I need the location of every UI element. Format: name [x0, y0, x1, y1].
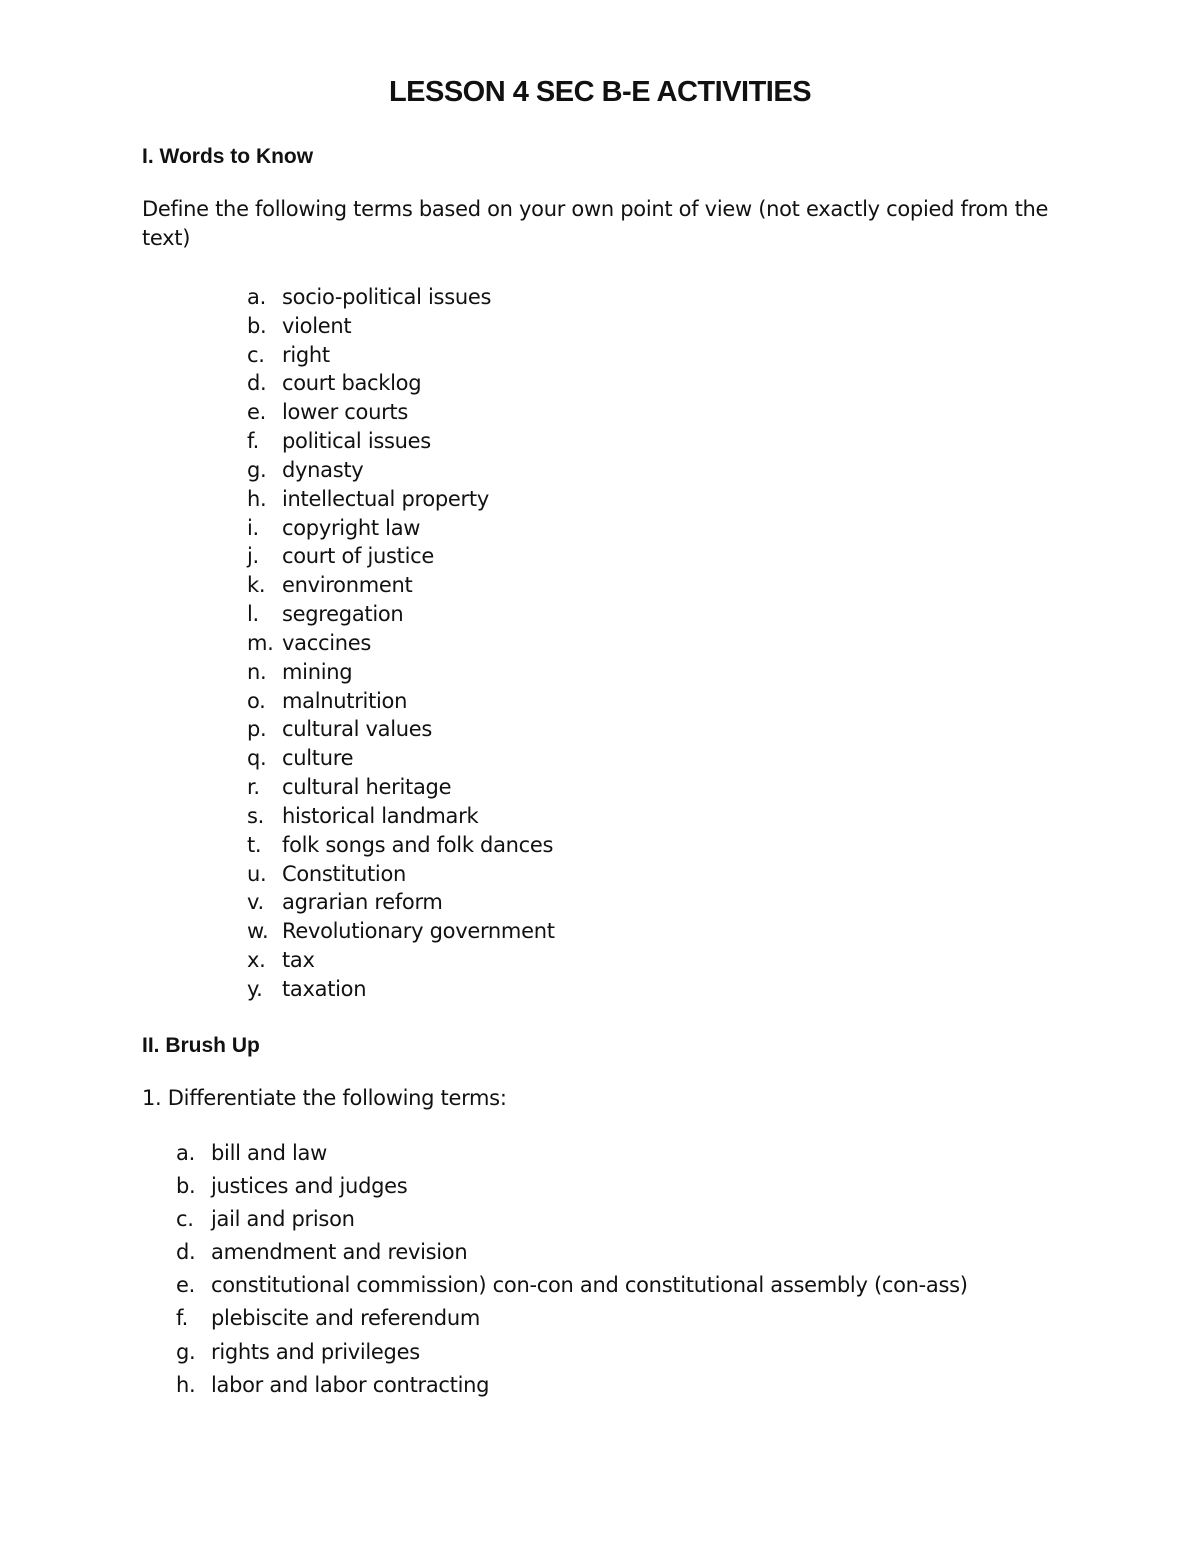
list-item-term: environment	[282, 573, 413, 598]
list-item-term: Constitution	[282, 861, 406, 886]
list-item-marker: n.	[247, 659, 267, 684]
list-item-marker: g.	[176, 1339, 196, 1364]
list-item-marker: x.	[247, 948, 266, 973]
list-item-marker: j.	[247, 544, 259, 569]
list-item-term: cultural values	[282, 717, 433, 742]
list-item-marker: m.	[247, 630, 274, 655]
list-item-term: Revolutionary government	[282, 919, 555, 944]
list-item-term: mining	[282, 659, 353, 684]
list-item-marker: f.	[176, 1306, 188, 1331]
list-item-term: violent	[282, 313, 352, 338]
page-title: LESSON 4 SEC B-E ACTIVITIES	[388, 76, 812, 108]
list-item-marker: d.	[247, 371, 267, 396]
list-item-term: lower courts	[282, 400, 408, 425]
list-item-marker: q.	[247, 746, 267, 771]
section-heading-words-to-know: I. Words to Know	[142, 145, 314, 168]
list-item-term: constitutional commission) con-con and constitutional assembly (con-ass)	[211, 1273, 968, 1298]
list-item-term: agrarian reform	[282, 890, 443, 915]
section-heading-brush-up: II. Brush Up	[142, 1034, 260, 1057]
list-item-marker: f.	[247, 429, 259, 454]
list-item-marker: e.	[176, 1273, 195, 1298]
list-item-term: dynasty	[282, 457, 364, 482]
list-item-marker: e.	[247, 400, 266, 425]
list-item-term: historical landmark	[282, 803, 479, 828]
list-item-term: court backlog	[282, 371, 422, 396]
list-item-marker: s.	[247, 803, 265, 828]
list-item-marker: b.	[176, 1174, 196, 1199]
list-item-term: tax	[282, 948, 315, 973]
list-item-marker: a.	[176, 1141, 195, 1165]
list-item-term: cultural heritage	[282, 775, 452, 800]
list-item-term: right	[282, 342, 330, 367]
list-item-marker: d.	[176, 1240, 196, 1265]
list-item-term: malnutrition	[282, 688, 408, 713]
list-item-marker: h.	[176, 1372, 196, 1397]
list-item-term: rights and privileges	[211, 1339, 420, 1364]
list-item-marker: c.	[176, 1207, 194, 1232]
list-item-marker: y.	[247, 976, 263, 1001]
list-item-marker: l.	[247, 602, 259, 627]
list-item-marker: u.	[247, 861, 267, 886]
list-item-term: bill and law	[211, 1141, 327, 1165]
list-item-marker: c.	[247, 342, 265, 367]
list-item-marker: w.	[247, 919, 269, 944]
list-item-term: court of justice	[282, 544, 434, 569]
list-item-marker: g.	[247, 457, 267, 482]
list-item-term: folk songs and folk dances	[282, 832, 554, 857]
list-item-term: political issues	[282, 429, 431, 454]
list-item-marker: r.	[247, 775, 260, 800]
list-item-term: justices and judges	[211, 1174, 408, 1199]
list-item-term: socio-political issues	[282, 285, 492, 309]
list-item-term: taxation	[282, 976, 367, 1001]
list-item-marker: k.	[247, 573, 266, 598]
list-item-term: plebiscite and referendum	[211, 1306, 480, 1331]
section2-instruction: 1. Differentiate the following terms:	[142, 1086, 507, 1110]
list-item-marker: t.	[247, 832, 262, 857]
list-item-marker: v.	[247, 890, 264, 915]
list-item-marker: p.	[247, 717, 267, 742]
section1-instruction: Define the following terms based on your own point of view (not exactly copied from the text)	[142, 197, 1049, 250]
list-item-term: culture	[282, 746, 354, 771]
list-item-marker: b.	[247, 313, 267, 338]
list-item-term: labor and labor contracting	[211, 1372, 490, 1397]
list-item-term: intellectual property	[282, 486, 489, 511]
list-item-term: jail and prison	[211, 1207, 355, 1232]
list-item-marker: a.	[247, 285, 266, 309]
list-item-term: copyright law	[282, 515, 421, 540]
list-item-term: segregation	[282, 602, 404, 627]
list-item-marker: o.	[247, 688, 266, 713]
list-item-term: amendment and revision	[211, 1240, 468, 1265]
list-item-term: vaccines	[282, 630, 371, 655]
list-item-marker: h.	[247, 486, 267, 511]
list-item-marker: i.	[247, 515, 259, 540]
